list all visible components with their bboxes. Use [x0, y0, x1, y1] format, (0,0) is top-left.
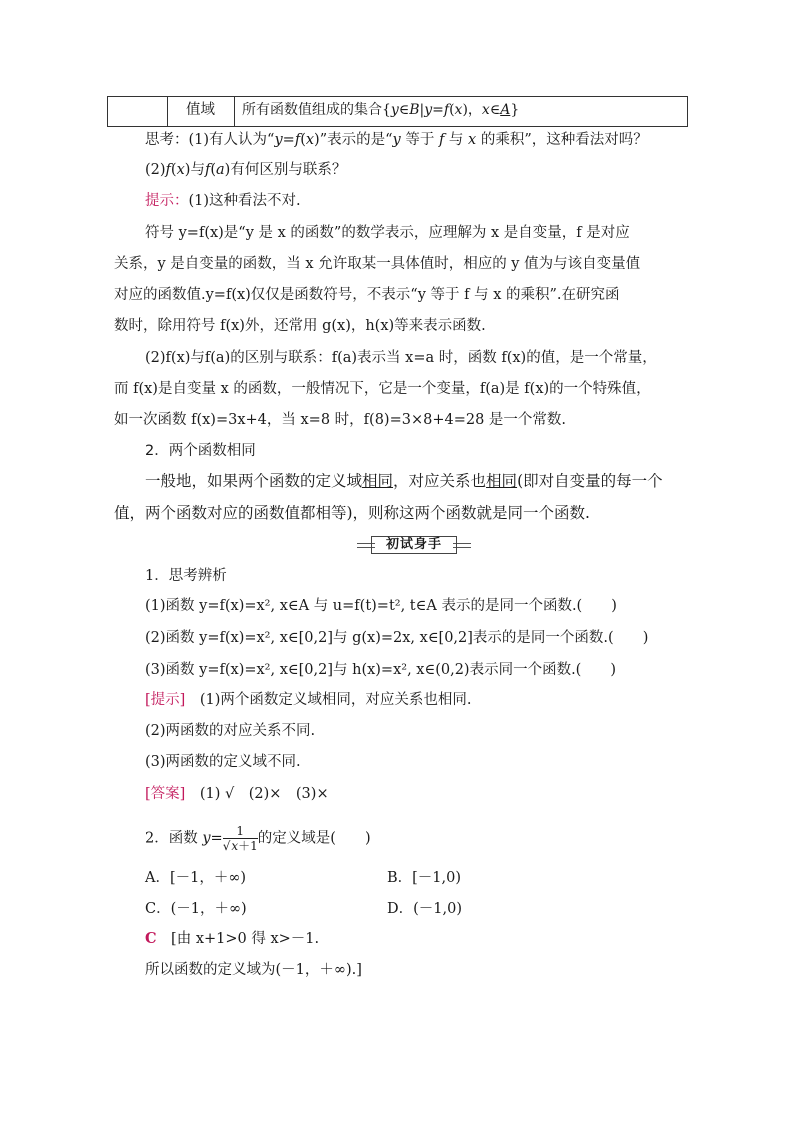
exercise1-hint-2: (2)两函数的对应关系不同. — [145, 723, 316, 739]
exercise2-explain-line1 — [145, 929, 319, 949]
hint-1: (1)这种看法不对. — [188, 193, 301, 209]
section2-body-line2: 值，两个函数对应的函数值都相等)，则称这两个函数就是同一个函数. — [114, 504, 590, 522]
table-row-label: 值域 — [167, 97, 235, 126]
option-b: B．[－1,0) — [387, 870, 462, 886]
para2-line3: 如一次函数 f(x)=3x+4，当 x=8 时，f(8)=3×8+4=28 是一个常数. — [114, 412, 567, 428]
option-c: C．(－1，＋∞) — [145, 901, 247, 917]
exercise1-answer: (1) √ (2)× (3)× — [199, 786, 329, 802]
option-a: A．[－1，＋∞) — [145, 870, 247, 886]
exercise1-hint-3: (3)两函数的定义域不同. — [145, 754, 301, 770]
exercise2-explain-1: [由 x+1>0 得 x>－1. — [171, 931, 320, 947]
hint-label: 提示： — [145, 193, 189, 209]
section2-heading: 2．两个函数相同 — [145, 443, 256, 459]
exercise1-hint-line — [145, 690, 471, 710]
exercise1-item-1: (1)函数 y=f(x)=x², x∈A 与 u=f(t)=t², t∈A 表示的是同一个函数.( ) — [145, 598, 617, 614]
badge-label: 初试身手 — [371, 536, 457, 554]
hint-line — [145, 191, 301, 211]
definition-table-row — [107, 96, 688, 127]
table-empty-cell — [108, 97, 168, 126]
para2-line2: 而 f(x)是自变量 x 的函数，一般情况下，它是一个变量，f(a)是 f(x)的一个特殊值， — [114, 381, 651, 397]
trial-badge — [357, 535, 469, 553]
exercise1-heading: 1．思考辨析 — [145, 568, 227, 584]
exercise1-hint-1: (1)两个函数定义域相同，对应关系也相同. — [199, 692, 472, 708]
table-row-content: 所有函数值组成的集合{y∈B|y=f(x)，x∈A} — [242, 102, 520, 118]
exercise2-question: 2．函数 y= $\frac{1}{√x+1}$ 的定义域是( ) — [145, 824, 371, 853]
exercise1-answer-line — [145, 784, 329, 804]
section2-body-line1: 一般地，如果两个函数的定义域相同，对应关系也相同(即对自变量的每一个 — [145, 472, 663, 490]
think-question-1: 思考：(1)有人认为“y=f(x)”表示的是“y 等于 f 与 x 的乘积”，这种看法对吗？ — [145, 132, 648, 148]
exercise1-answer-label: [答案] — [145, 786, 186, 802]
exercise1-hint-label: [提示] — [145, 692, 186, 708]
fraction: $\frac{1}{√x+1}$ — [222, 824, 258, 853]
para1-line2: 关系，y 是自变量的函数，当 x 允许取某一具体值时，相应的 y 值为与该自变量值 — [114, 256, 641, 272]
think-question-2: (2)f(x)与f(a)有何区别与联系？ — [145, 162, 347, 178]
exercise2-explain-2: 所以函数的定义域为(－1，＋∞).] — [145, 962, 362, 978]
para1-line3: 对应的函数值.y=f(x)仅仅是函数符号，不表示“y 等于 f 与 x 的乘积”.在研究函 — [114, 287, 620, 303]
para1-line4: 数时，除用符号 f(x)外，还常用 g(x)，h(x)等来表示函数. — [114, 318, 486, 334]
exercise1-item-2: (2)函数 y=f(x)=x², x∈[0,2]与 g(x)=2x, x∈[0,2]表示的是同一个函数.( ) — [145, 630, 649, 646]
para2-line1: (2)f(x)与f(a)的区别与联系：f(a)表示当 x=a 时，函数 f(x)的值，是一个常量， — [145, 350, 657, 366]
para1-line1: 符号 y=f(x)是“y 是 x 的函数”的数学表示，应理解为 x 是自变量，f 是对应 — [145, 225, 630, 241]
exercise1-item-3: (3)函数 y=f(x)=x², x∈[0,2]与 h(x)=x², x∈(0,2)表示同一个函数.( ) — [145, 662, 616, 678]
exercise2-answer-letter: C — [145, 930, 157, 947]
option-d: D．(－1,0) — [387, 901, 462, 917]
